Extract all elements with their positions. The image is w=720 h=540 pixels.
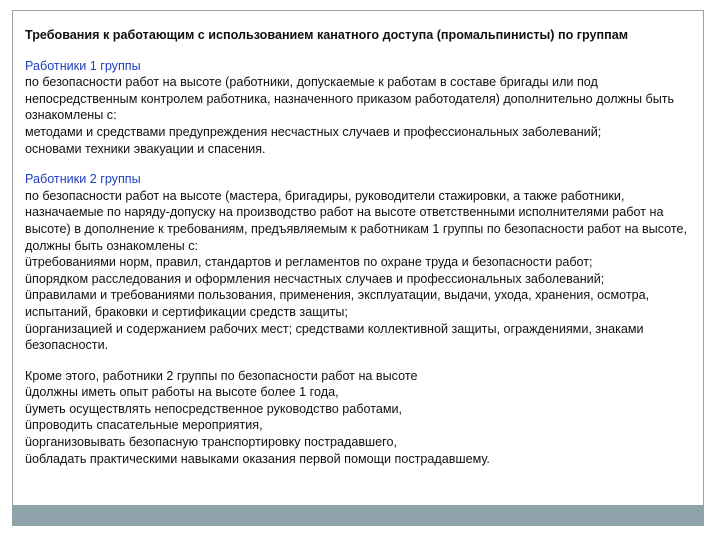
group-2-section	[25, 171, 697, 354]
group-2-heading: Работники 2 группы	[25, 172, 141, 187]
group-1-heading: Работники 1 группы	[25, 58, 141, 73]
group-2-checklist-item: ü организацией и содержанием рабочих мест; средствами коллективной защиты, ограждениями, знаками безопасности.	[25, 321, 697, 354]
extra-checklist-item: ü организовывать безопасную транспортировку пострадавшего,	[25, 434, 697, 451]
extra-requirements-section	[25, 368, 697, 468]
slide-content	[25, 27, 697, 481]
extra-checklist-item: ü обладать практическими навыками оказания первой помощи пострадавшему.	[25, 451, 697, 468]
group-2-description: по безопасности работ на высоте (мастера, бригадиры, руководители стажировки, а также работники, назначаемые по наряду-допуску на производство работ на высоте ответственными исполнителями работ на высоте) в дополнение к требованиям, предъявляемым к работникам 1 группы по безопасности работ на высоте, должны быть ознакомлены с:	[25, 188, 688, 253]
extra-checklist-item: ü проводить спасательные мероприятия,	[25, 417, 697, 434]
footer-bar	[13, 505, 703, 525]
extra-checklist-item: ü уметь осуществлять непосредственное руководство работами,	[25, 401, 697, 418]
group-2-checklist-item: ü правилами и требованиями пользования, применения, эксплуатации, выдачи, ухода, хранения, осмотра, испытаний, браковки и сертификации средств защиты;	[25, 287, 697, 320]
slide-title: Требования к работающим с использованием канатного доступа (промальпинисты) по группам	[25, 28, 629, 42]
group-2-checklist-item: ü требованиями норм, правил, стандартов и регламентов по охране труда и безопасности работ;	[25, 254, 697, 271]
slide	[12, 10, 704, 526]
group-1-line: методами и средствами предупреждения несчастных случаев и профессиональных заболеваний;	[25, 124, 602, 139]
group-1-line: основами техники эвакуации и спасения.	[25, 141, 266, 156]
group-2-checklist-item: ü порядком расследования и оформления несчастных случаев и профессиональных заболеваний;	[25, 271, 697, 288]
extra-intro: Кроме этого, работники 2 группы по безопасности работ на высоте	[25, 368, 418, 383]
group-1-description: по безопасности работ на высоте (работники, допускаемые к работам в составе бригады или под непосредственным контролем работника, назначенного приказом работодателя) дополнительно должны быть ознакомлены с:	[25, 75, 675, 123]
extra-checklist-item: ü должны иметь опыт работы на высоте более 1 года,	[25, 384, 697, 401]
group-1-section	[25, 58, 697, 158]
